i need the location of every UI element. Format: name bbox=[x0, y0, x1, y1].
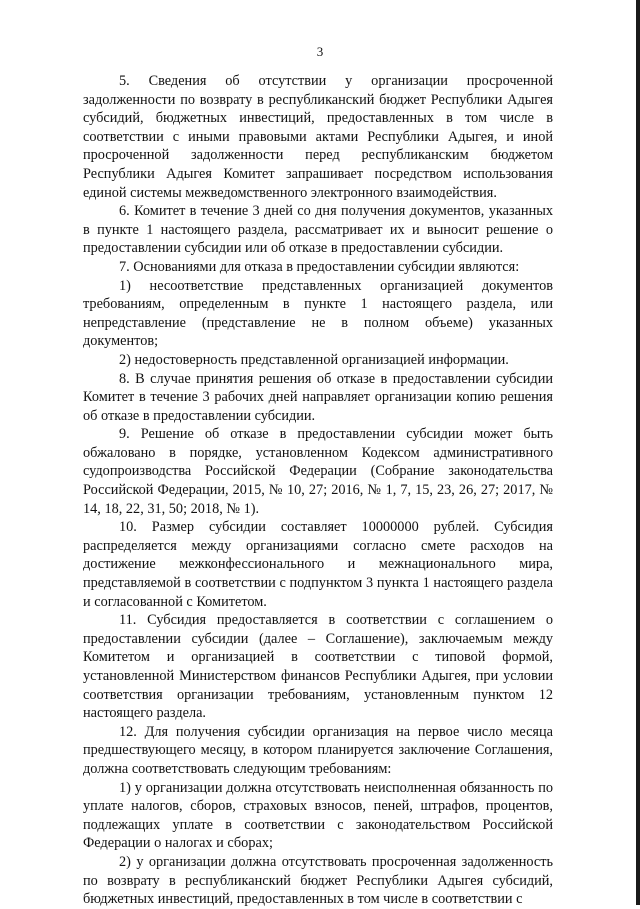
document-body bbox=[83, 72, 553, 909]
paragraph-5: 5. Сведения об отсутствии у организации просроченной задолженности по возврату в республиканский бюджет Республики Адыгея субсидий, бюджетных инвестиций, предоставленных в том числе в соответствии с иными правовыми актами Республики Адыгея, и иной просроченной задолженности перед республиканским бюджетом Республики Адыгея Комитет запрашивает посредством использования единой системы межведомственного электронного взаимодействия. bbox=[83, 73, 553, 201]
scan-edge-shadow bbox=[636, 0, 640, 905]
paragraph-7-item-2: 2) недостоверность представленной организацией информации. bbox=[119, 351, 509, 368]
paragraph-12: 12. Для получения субсидии организация на первое число месяца предшествующего месяцу, в котором планируется заключение Соглашения, должна соответствовать следующим требованиям: bbox=[83, 723, 553, 777]
page-number: 3 bbox=[316, 44, 324, 59]
paragraph-6: 6. Комитет в течение 3 дней со дня получения документов, указанных в пункте 1 настоящего раздела, рассматривает их и выносит решение о предоставлении субсидии или об отказе в предоставлении субсидии. bbox=[83, 203, 553, 257]
paragraph-10: 10. Размер субсидии составляет 10000000 рублей. Субсидия распределяется между организациями согласно смете расходов на достижение межконфессионального и межнационального мира, представляемой в соответствии с подпунктом 3 пункта 1 настоящего раздела и согласованной с Комитетом. bbox=[83, 519, 553, 610]
paragraph-9: 9. Решение об отказе в предоставлении субсидии может быть обжаловано в порядке, установленном Кодексом административного судопроизводства Российской Федерации (Собрание законодательства Российской Федерации, 2015, № 10, 27; 2016, № 1, 7, 15, 23, 26, 27; 2017, № 14, 18, 22, 31, 50; 2018, № 1). bbox=[83, 426, 553, 517]
paragraph-12-item-1: 1) у организации должна отсутствовать неисполненная обязанность по уплате налогов, сборов, страховых взносов, пеней, штрафов, процентов, подлежащих уплате в соответствии с законодательством Российской Федерации о налогах и сборах; bbox=[83, 779, 553, 852]
paragraph-8: 8. В случае принятия решения об отказе в предоставлении субсидии Комитет в течение 3 рабочих дней направляет организации копию решения об отказе в предоставлении субсидии. bbox=[83, 370, 553, 424]
paragraph-7-item-1: 1) несоответствие представленных организацией документов требованиям, определенным в пункте 1 настоящего раздела, или непредставление (представление не в полном объеме) указанных документов; bbox=[83, 277, 553, 350]
paragraph-7: 7. Основаниями для отказа в предоставлении субсидии являются: bbox=[119, 258, 520, 275]
paragraph-12-item-2: 2) у организации должна отсутствовать просроченная задолженность по возврату в республиканский бюджет Республики Адыгея субсидий, бюджетных инвестиций, предоставленных в том числе в соответствии с bbox=[83, 853, 553, 908]
paragraph-11: 11. Субсидия предоставляется в соответствии с соглашением о предоставлении субсидии (далее – Соглашение), заключаемым между Комитетом и организацией в соответствии с типовой формой, установленной Министерством финансов Республики Адыгея, при условии соответствия организации требованиям, установленным пунктом 12 настоящего раздела. bbox=[83, 612, 553, 722]
